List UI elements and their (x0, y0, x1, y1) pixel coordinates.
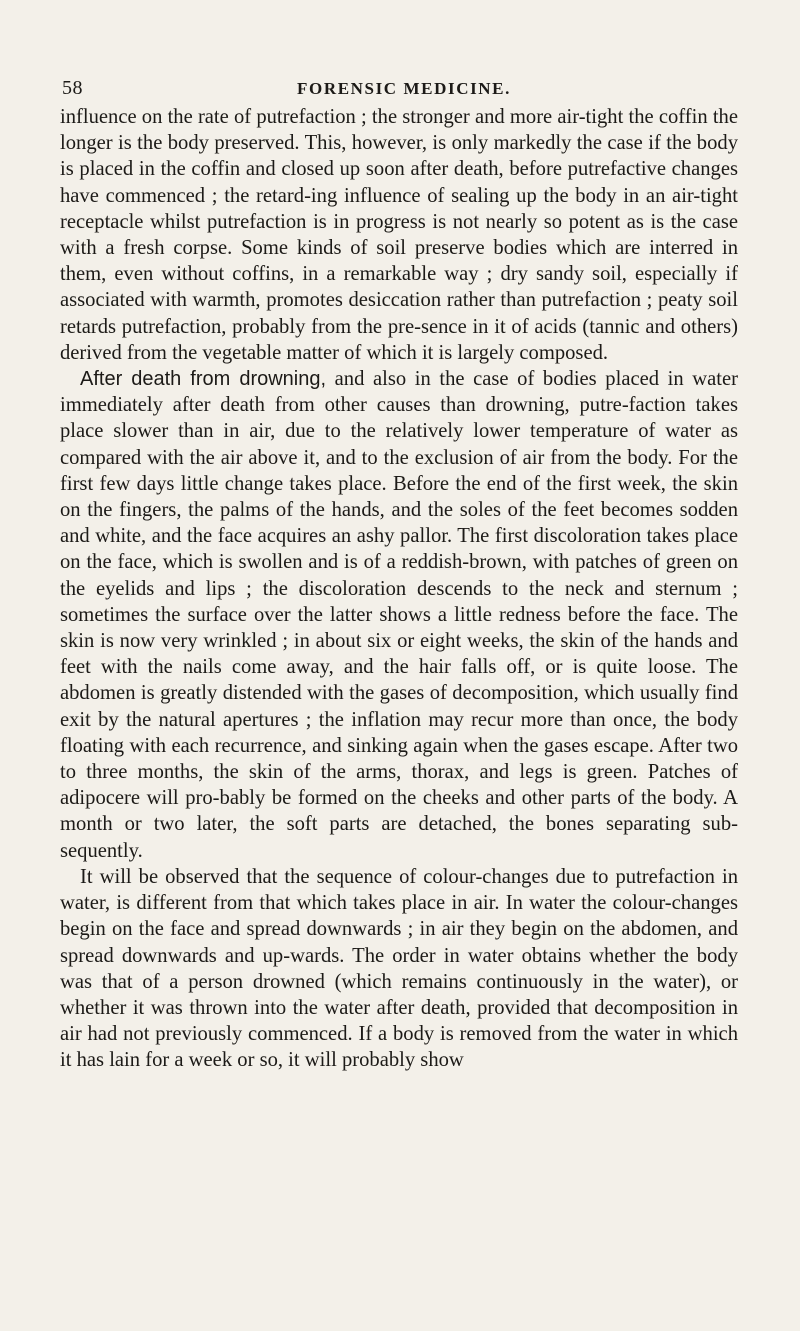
section-lead-phrase: After death from drowning, (80, 368, 327, 391)
paragraph-text: It will be observed that the sequence of colour-changes due to putrefaction in water, is different from that which takes place in air. In water the colour-changes begin on the face and spread downwards ; in air they begin on the abdomen, and spread downwards and up-wards. The order in water obtains whether the body was that of a person drowned (which remains continuously in the water), or whether it was thrown into the water after death, provided that decomposition in air had not previously commenced. If a body is removed from the water in which it has lain for a week or so, it will probably show (60, 865, 738, 1072)
running-title: FORENSIC MEDICINE. (297, 79, 511, 98)
paragraph-text: influence on the rate of putrefaction ; the stronger and more air-tight the coffin the longer is the body preserved. This, however, is only markedly the case if the body is placed in the coffin and closed up soon after death, before putrefactive changes have commenced ; the retard-ing influence of sealing up the body in an air-tight receptacle whilst putrefaction is in progress is not nearly so potent as is the case with a fresh corpse. Some kinds of soil preserve bodies which are interred in them, even without coffins, in a remarkable way ; dry sandy soil, especially if associated with warmth, promotes desiccation rather than putrefaction ; peaty soil retards putrefaction, probably from the pre-sence in it of acids (tannic and others) derived from the vegetable matter of which it is largely composed. (60, 106, 738, 364)
paragraph-colour-sequence (60, 864, 738, 1074)
body-text (60, 104, 738, 1074)
page-number: 58 (62, 77, 83, 99)
paragraph-drowning (60, 366, 738, 864)
running-head (60, 0, 738, 104)
paragraph-coffin-and-soil (60, 104, 738, 366)
paragraph-text: and also in the case of bodies placed in water immediately after death from other causes than drowning, putre-faction takes place slower than in air, due to the relatively lower temperature of water as compared with the air above it, and to the exclusion of air from the body. For the first few days little change takes place. Before the end of the first week, the skin on the fingers, the palms of the hands, and the soles of the feet becomes sodden and white, and the face acquires an ashy pallor. The first discoloration takes place on the face, which is swollen and is of a reddish-brown, with patches of green on the eyelids and lips ; the discoloration descends to the neck and sternum ; sometimes the surface over the latter shows a little redness before the face. The skin is now very wrinkled ; in about six or eight weeks, the skin of the hands and feet with the nails come away, and the hair falls off, or is quite loose. The abdomen is greatly distended with the gases of decomposition, which usually find exit by the natural apertures ; the inflation may recur more than once, the body floating with each recurrence, and sinking again when the gases escape. After two to three months, the skin of the arms, thorax, and legs is green. Patches of adipocere will pro-bably be formed on the cheeks and other parts of the body. A month or two later, the soft parts are detached, the bones separating sub-sequently. (60, 368, 738, 862)
